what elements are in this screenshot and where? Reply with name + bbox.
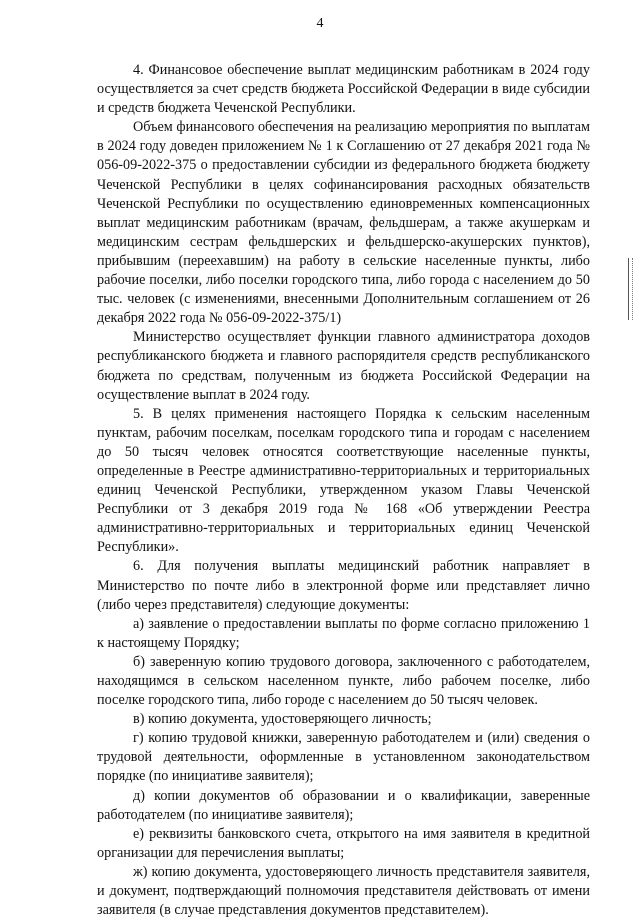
list-item-a: а) заявление о предоставлении выплаты по форме согласно приложению 1 к настоящему Порядку; [97, 615, 590, 651]
paragraph-financing: 4. Финансовое обеспечение выплат медицинским работникам в 2024 году осуществляется за счет средств бюджета Российской Федерации в виде субсидии и средств бюджета Чеченской Республики. [97, 62, 590, 117]
list-item-d: д) копии документов об образовании и о квалификации, заверенные работодателем (по инициативе заявителя); [97, 787, 590, 823]
document-body [97, 61, 590, 920]
paragraph-settlements: 5. В целях применения настоящего Порядка к сельским населенным пунктам, рабочим поселкам, поселкам городского типа и городам с населением до 50 тысяч человек относятся соответствующие населенные пункты, определенные в Реестре административно-территориальных и территориальных единиц Чеченской Республики, утвержденном указом Главы Чеченской Республики от 3 декабря 2019 года № 168 «Об утверждении Реестра административно-территориальных и территориальных единиц Чеченской Республики». [97, 405, 590, 556]
page-number: 4 [316, 16, 324, 31]
list-item-g: г) копию трудовой книжки, заверенную работодателем и (или) сведения о трудовой деятельности, оформленные в установленном законодательством порядке (по инициативе заявителя); [97, 730, 590, 785]
scan-margin-mark [628, 258, 633, 320]
list-item-v: в) копию документа, удостоверяющего личность; [133, 711, 432, 728]
list-item-b: б) заверенную копию трудового договора, заключенного с работодателем, находящимся в сельском населенном пункте, либо рабочем поселке, либо поселке городского типа, либо городе с населением до 50 тысяч человек. [97, 653, 590, 709]
list-item-zh: ж) копию документа, удостоверяющего личность представителя заявителя, и документ, подтверждающий полномочия представителя действовать от имени заявителя (в случае представления документов представителем). [97, 863, 590, 919]
paragraph-financing-volume: Объем финансового обеспечения на реализацию мероприятия по выплатам в 2024 году доведен приложением № 1 к Соглашению от 27 декабря 2021 года № 056-09-2022-375 о предоставлении субсидии из федерального бюджета бюджету Чеченской Республики в целях софинансирования расходных обязательств Чеченской Республики по осуществлению единовременных компенсационных выплат медицинским работникам (врачам, фельдшерам, а также акушеркам и медицинским сестрам фельдшерских и фельдшерско-акушерских пунктов), прибывшим (переехавшим) на работу в сельские населенные пункты, либо рабочие поселки, либо поселки городского типа, либо города с населением до 50 тыс. человек (с изменениями, внесенными Дополнительным соглашением от 26 декабря 2022 года № 056-09-2022-375/1) [97, 119, 590, 327]
paragraph-ministry-functions: Министерство осуществляет функции главного администратора доходов республиканского бюджета и главного распорядителя средств республиканского бюджета по средствам, полученным из бюджета Российской Федерации на осуществление выплат в 2024 году. [97, 329, 590, 403]
paragraph-documents-intro: 6. Для получения выплаты медицинский работник направляет в Министерство по почте либо в электронной форме или представляет лично (либо через представителя) следующие документы: [97, 558, 590, 613]
list-item-e: е) реквизиты банковского счета, открытого на имя заявителя в кредитной организации для перечисления выплаты; [97, 825, 590, 861]
